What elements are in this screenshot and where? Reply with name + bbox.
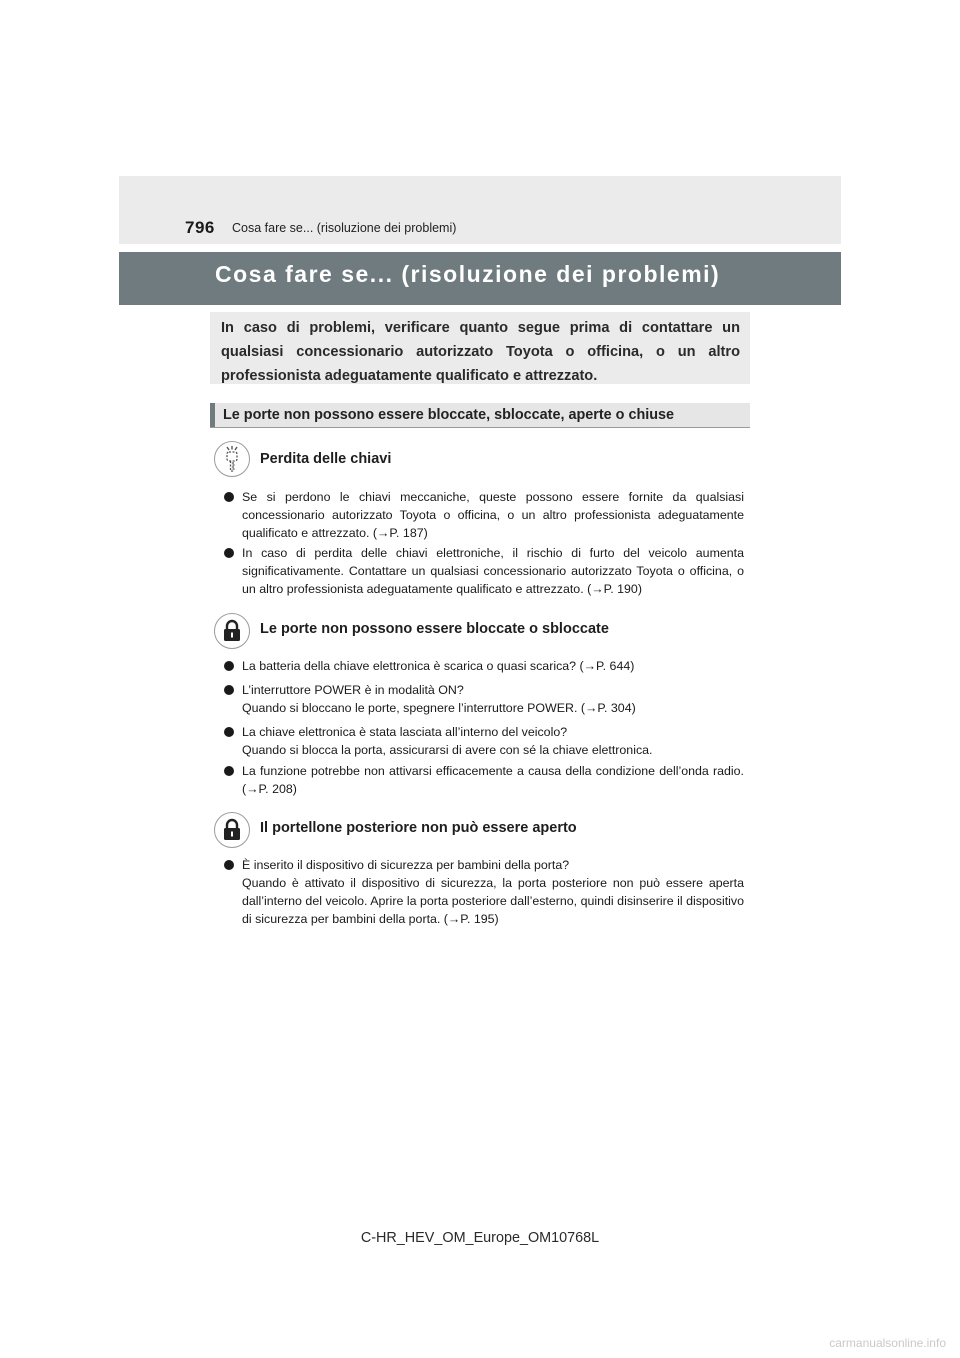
bullet-dot — [224, 492, 234, 502]
list-item-text: In caso di perdita delle chiavi elettroniche, il rischio di furto del veicolo aumenta significativamente. Contattare un qualsiasi concessionario autorizzato Toyota o officina, o un altro professionista adeguatamente qualificato e attrezzato. (→P. 190) — [242, 546, 744, 596]
header-band — [119, 176, 841, 244]
bullet-dot — [224, 727, 234, 737]
list-item-text: La funzione potrebbe non attivarsi efficacemente a causa della condizione dell’onda radio. (→P. 208) — [242, 764, 744, 796]
footer-doc-id: C-HR_HEV_OM_Europe_OM10768L — [360, 1230, 600, 1246]
list-item-text: L’interruttore POWER è in modalità ON? Quando si bloccano le porte, spegnere l’interruttore POWER. (→P. 304) — [242, 683, 636, 715]
list-item — [224, 544, 744, 598]
padlock-icon — [214, 812, 250, 848]
list-item-text: La batteria della chiave elettronica è scarica o quasi scarica? (→P. 644) — [242, 659, 635, 673]
bullet-dot — [224, 661, 234, 671]
page-title: Cosa fare se... (risoluzione dei problemi) — [215, 261, 721, 287]
bullet-dot — [224, 860, 234, 870]
section-heading-label: Le porte non possono essere bloccate, sbloccate, aperte o chiuse — [223, 407, 675, 423]
bullet-dot — [224, 766, 234, 776]
list-item-text: Se si perdono le chiavi meccaniche, queste possono essere fornite da qualsiasi concessionario autorizzato Toyota o officina, o un altro professionista adeguatamente qualificato e attrezzato. (→P. 187) — [242, 490, 744, 540]
subsection-title-tailgate: Il portellone posteriore non può essere aperto — [260, 820, 577, 836]
list-item — [224, 723, 744, 759]
subsection-title-lost-keys: Perdita delle chiavi — [260, 451, 392, 467]
list-item — [224, 488, 744, 542]
subsection-title-doors-lock: Le porte non possono essere bloccate o sbloccate — [260, 621, 609, 637]
key-icon — [214, 441, 250, 477]
list-item — [224, 762, 744, 798]
intro-box: In caso di problemi, verificare quanto segue prima di contattare un qualsiasi concessionario autorizzato Toyota o officina, o un altro professionista adeguatamente qualificato e attrezzato. — [210, 312, 750, 384]
list-item-text: È inserito il dispositivo di sicurezza per bambini della porta? Quando è attivato il dispositivo di sicurezza, la porta posteriore non può essere aperta dall’interno del veicolo. Aprire la porta posteriore dall’esterno, quindi disinserire il dispositivo di sicurezza per bambini della porta. (→P. 195) — [242, 858, 744, 926]
watermark: carmanualsonline.info — [829, 1336, 946, 1350]
title-bar — [119, 252, 841, 305]
list-item — [224, 657, 744, 675]
list-item — [224, 856, 744, 928]
list-item-text: La chiave elettronica è stata lasciata all’interno del veicolo? Quando si blocca la porta, assicurarsi di avere con sé la chiave elettronica. — [242, 725, 653, 757]
list-item — [224, 681, 744, 717]
padlock-icon — [214, 613, 250, 649]
section-heading-accent — [210, 403, 215, 427]
section-heading — [210, 403, 750, 428]
page-number: 796 — [185, 218, 215, 237]
bullet-dot — [224, 548, 234, 558]
bullet-dot — [224, 685, 234, 695]
running-head: Cosa fare se... (risoluzione dei problemi) — [232, 221, 457, 235]
